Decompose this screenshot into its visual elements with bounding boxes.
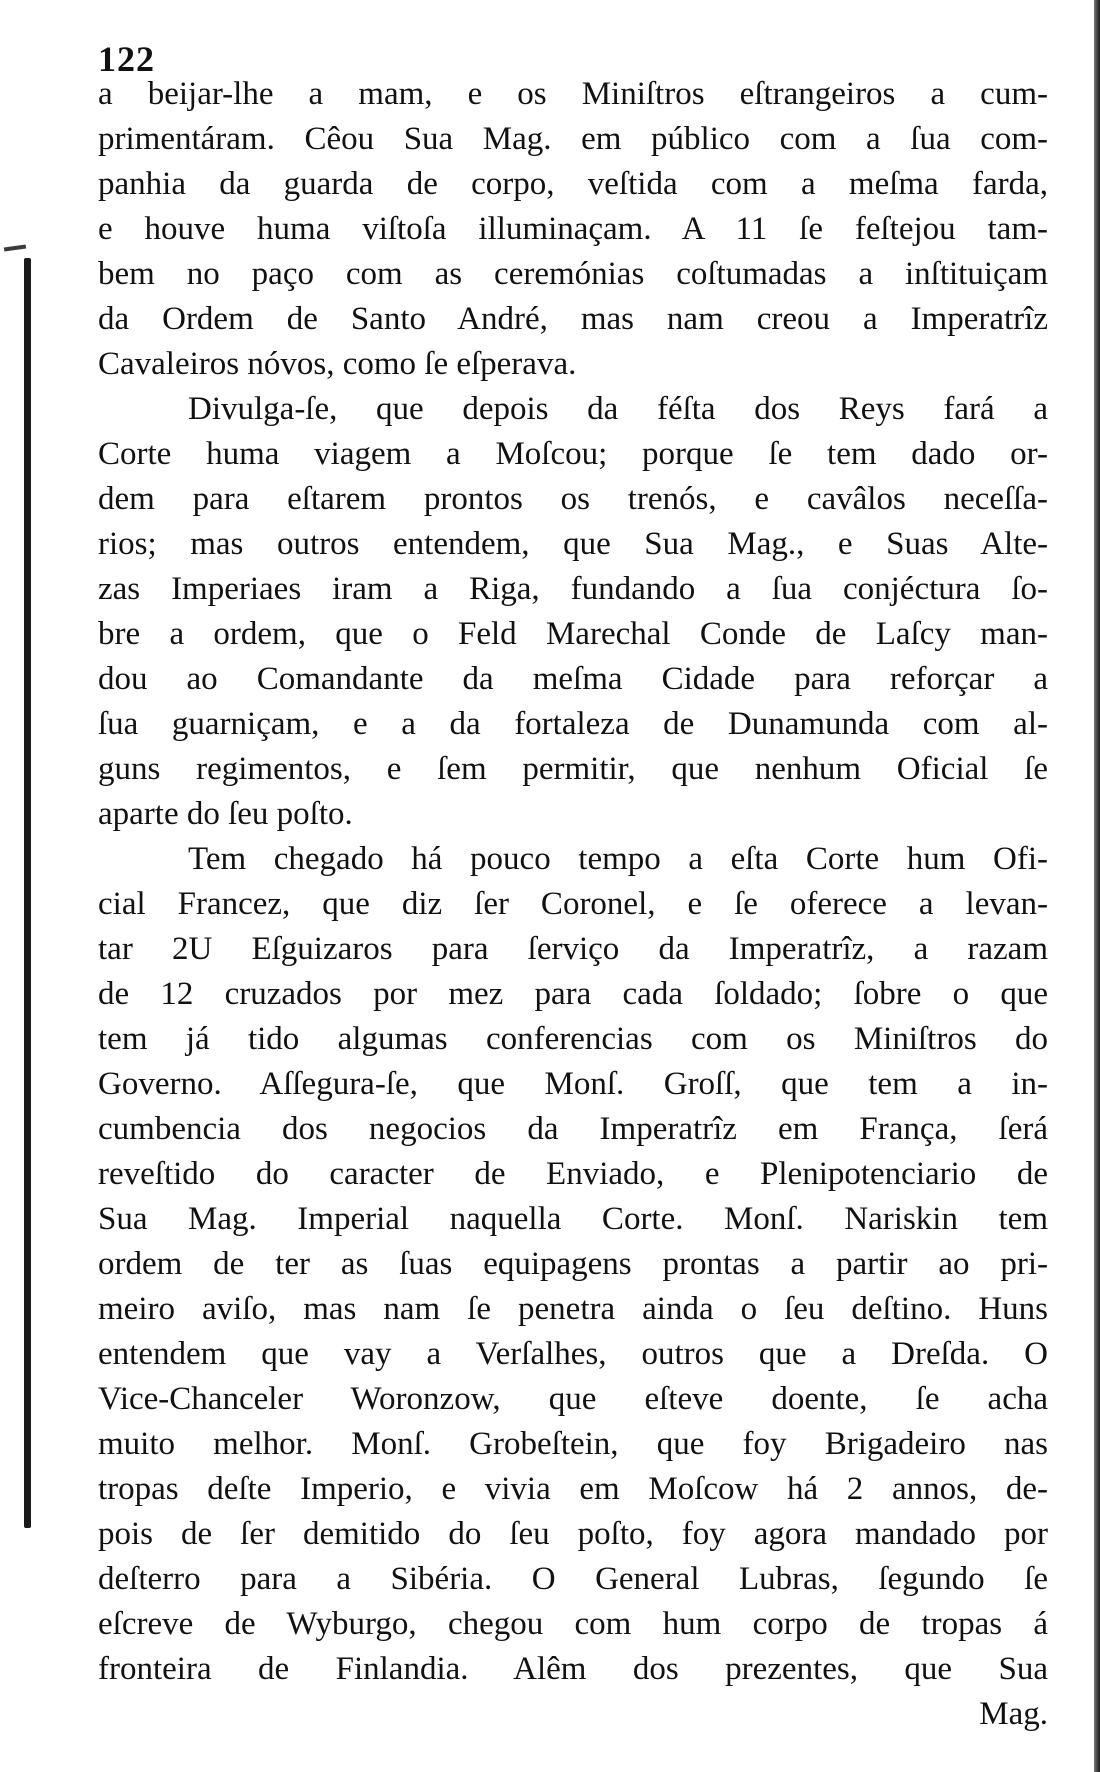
margin-mark [4,244,26,251]
text-line: cial Francez, que diz ſer Coronel, e ſe oferece a levan- [98,886,1048,922]
text-line: deſterro para a Sibéria. O General Lubras, ſegundo ſe [98,1561,1048,1597]
text-line: Corte huma viagem a Moſcou; porque ſe tem dado or- [98,436,1048,472]
text-line: bem no paço com as ceremónias coſtumadas a inſtituiçam [98,256,1048,292]
text-line: Tem chegado há pouco tempo a eſta Corte hum Ofi- [188,841,1048,877]
text-line: muito melhor. Monſ. Grobeſtein, que foy Brigadeiro nas [98,1426,1048,1462]
text-line: Mag. [979,1696,1048,1732]
text-line: da Ordem de Santo André, mas nam creou a Imperatrîz [98,301,1048,337]
text-line: aparte do ſeu poſto. [98,796,353,832]
text-line: dem para eſtarem prontos os trenós, e cavâlos neceſſa- [98,481,1048,517]
text-line: guns regimentos, e ſem permitir, que nenhum Oficial ſe [98,751,1048,787]
page-number: 122 [98,39,155,79]
text-line: pois de ſer demitido do ſeu poſto, foy agora mandado por [98,1516,1048,1552]
text-line: a beijar-lhe a mam, e os Miniſtros eſtrangeiros a cum- [98,76,1048,112]
margin-rule [24,258,31,1528]
text-line: panhia da guarda de corpo, veſtida com a meſma farda, [98,166,1048,202]
text-line: cumbencia dos negocios da Imperatrîz em França, ſerá [98,1111,1048,1147]
text-line: fronteira de Finlandia. Alêm dos prezentes, que Sua [98,1651,1048,1687]
text-line: dou ao Comandante da meſma Cidade para reforçar a [98,661,1048,697]
text-line: ordem de ter as ſuas equipagens prontas a partir ao pri- [98,1246,1048,1282]
body-text [98,72,1048,1737]
text-line: bre a ordem, que o Feld Marechal Conde de Laſcy man- [98,616,1048,652]
text-line: meiro aviſo, mas nam ſe penetra ainda o ſeu deſtino. Huns [98,1291,1048,1327]
text-line: Governo. Aſſegura-ſe, que Monſ. Groſſ, que tem a in- [98,1066,1048,1102]
text-line: tropas deſte Imperio, e vivia em Moſcow há 2 annos, de- [98,1471,1048,1507]
text-line: primentáram. Cêou Sua Mag. em público com a ſua com- [98,121,1048,157]
text-line: rios; mas outros entendem, que Sua Mag., e Suas Alte- [98,526,1048,562]
text-line: Divulga-ſe, que depois da féſta dos Reys fará a [188,391,1048,427]
text-line: Cavaleiros nóvos, como ſe eſperava. [98,346,577,382]
text-line: reveſtido do caracter de Enviado, e Plenipotenciario de [98,1156,1048,1192]
text-line: entendem que vay a Verſalhes, outros que a Dreſda. O [98,1336,1048,1372]
text-line: zas Imperiaes iram a Riga, fundando a ſua conjéctura ſo- [98,571,1048,607]
text-line: Sua Mag. Imperial naquella Corte. Monſ. Nariskin tem [98,1201,1048,1237]
text-line: eſcreve de Wyburgo, chegou com hum corpo de tropas á [98,1606,1048,1642]
text-line: Vice-Chanceler Woronzow, que eſteve doente, ſe acha [98,1381,1048,1417]
text-line: ſua guarniçam, e a da fortaleza de Dunamunda com al- [98,706,1048,742]
text-line: tem já tido algumas conferencias com os Miniſtros do [98,1021,1048,1057]
text-line: e houve huma viſtoſa illuminaçam. A 11 ſe feſtejou tam- [98,211,1048,247]
text-line: tar 2U Eſguizaros para ſerviço da Imperatrîz, a razam [98,931,1048,967]
binding-edge [1094,0,1100,1772]
text-line: de 12 cruzados por mez para cada ſoldado; ſobre o que [98,976,1048,1012]
